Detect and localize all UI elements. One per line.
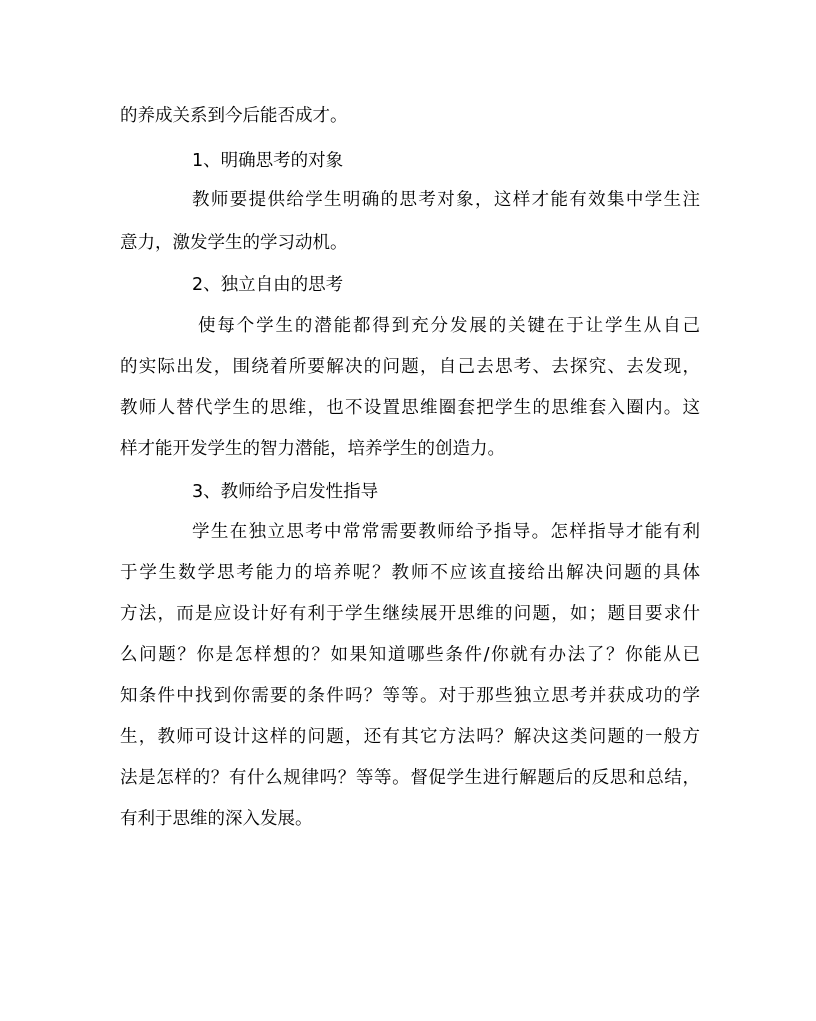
paragraph-line: 的养成关系到今后能否成才。 <box>120 106 348 126</box>
paragraph-line: 使每个学生的潜能都得到充分发展的关键在于让学生从自己 <box>198 316 700 336</box>
paragraph-line: 教师要提供给学生明确的思考对象，这样才能有效集中学生注 <box>192 190 700 210</box>
section-heading-2: 2、独立自由的思考 <box>192 275 344 295</box>
paragraph-line: 于学生数学思考能力的培养呢？教师不应该直接给出解决问题的具体 <box>120 563 700 583</box>
paragraph-line: 有利于思维的深入发展。 <box>120 809 313 829</box>
paragraph-line: 方法，而是应设计好有利于学生继续展开思维的问题，如；题目要求什 <box>120 604 700 624</box>
paragraph-line: 教师人替代学生的思维，也不设置思维圈套把学生的思维套入圈内。这 <box>120 398 700 418</box>
paragraph-line: 的实际出发，围绕着所要解决的问题，自己去思考、去探究、去发现， <box>120 357 700 377</box>
paragraph-line: 意力，激发学生的学习动机。 <box>120 233 348 253</box>
paragraph-line: 么问题？你是怎样想的？如果知道哪些条件/你就有办法了？你能从已 <box>120 645 700 665</box>
section-heading-1: 1、明确思考的对象 <box>192 151 344 171</box>
paragraph-line: 学生在独立思考中常常需要教师给予指导。怎样指导才能有利 <box>192 522 700 542</box>
paragraph-line: 知条件中找到你需要的条件吗？等等。对于那些独立思考并获成功的学 <box>120 686 700 706</box>
paragraph-line: 生，教师可设计这样的问题，还有其它方法吗？解决这类问题的一般方 <box>120 727 700 747</box>
section-heading-3: 3、教师给予启发性指导 <box>192 482 379 502</box>
paragraph-line: 样才能开发学生的智力潜能，培养学生的创造力。 <box>120 439 505 459</box>
paragraph-line: 法是怎样的？有什么规律吗？等等。督促学生进行解题后的反思和总结， <box>120 768 700 788</box>
